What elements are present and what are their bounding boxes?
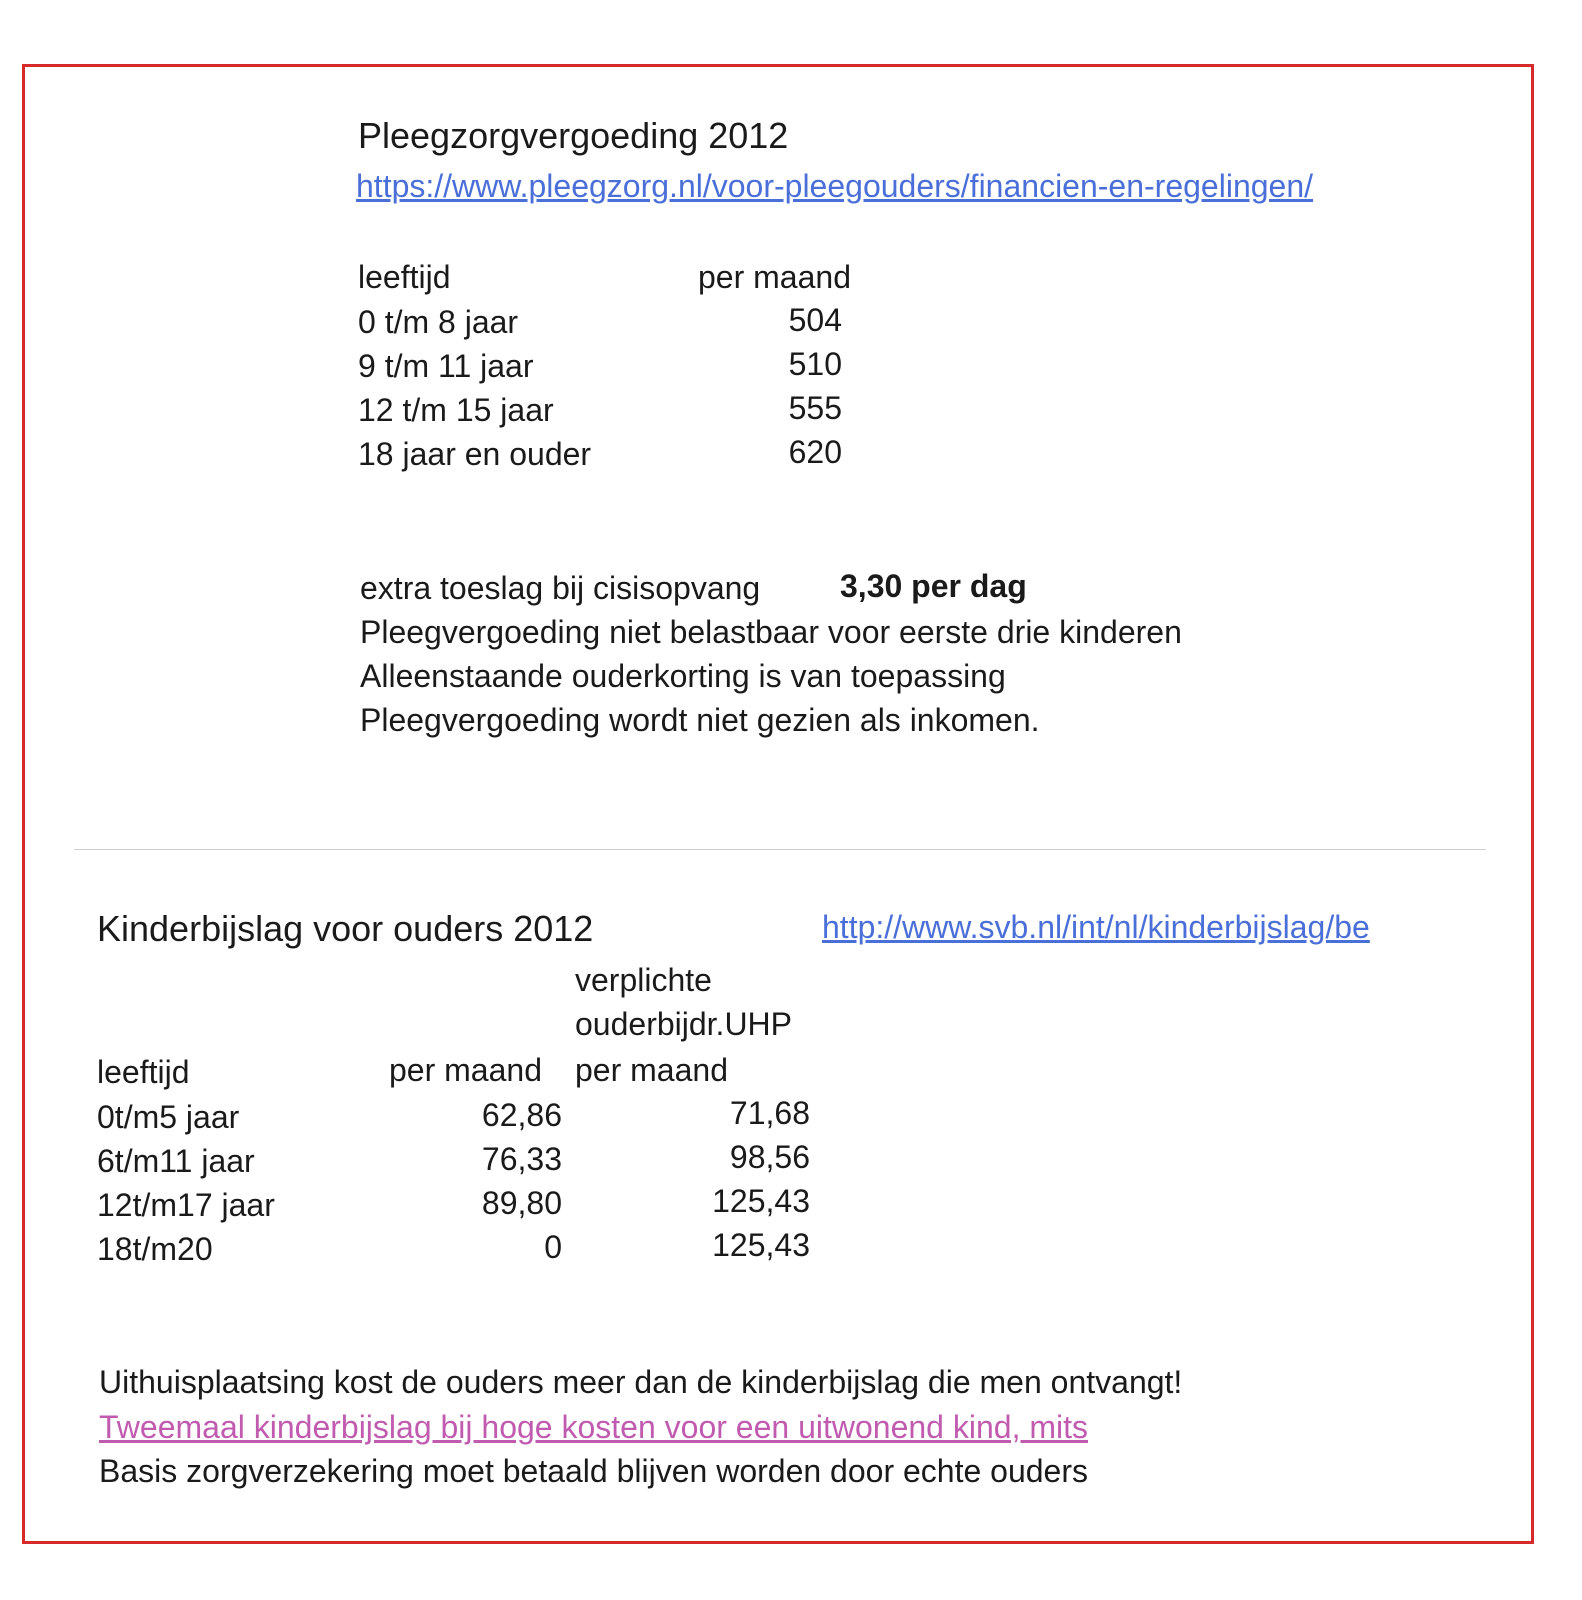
childbenefit-title: Kinderbijslag voor ouders 2012 [97,908,594,949]
childbenefit-row-uhp: 71,68 [729,1095,810,1131]
foster-row-age: 12 t/m 15 jaar [358,392,554,428]
childbenefit-link[interactable]: http://www.svb.nl/int/nl/kinderbijslag/be [822,909,1370,945]
foster-row-amount: 555 [788,390,842,426]
childbenefit-row-age: 0t/m5 jaar [97,1099,240,1135]
childbenefit-col-uhp-line1: verplichte [575,962,712,998]
foster-row-amount: 510 [788,346,842,382]
foster-note: Pleegvergoeding wordt niet gezien als inkomen. [360,702,1040,738]
childbenefit-row-month: 0 [544,1229,562,1265]
foster-row-age: 18 jaar en ouder [358,436,592,472]
childbenefit-link-wrapper [822,909,1432,945]
foster-note: Pleegvergoeding niet belastbaar voor eerste drie kinderen [360,614,1182,650]
foster-title: Pleegzorgvergoeding 2012 [358,115,789,156]
childbenefit-note: Basis zorgverzekering moet betaald blijven worden door echte ouders [99,1453,1088,1489]
foster-col-age: leeftijd [358,259,451,295]
foster-col-month: per maand [698,259,851,295]
childbenefit-col-uhp-line3: per maand [575,1052,728,1088]
foster-note: Alleenstaande ouderkorting is van toepassing [360,658,1006,694]
childbenefit-note-link[interactable]: Tweemaal kinderbijslag bij hoge kosten voor een uitwonend kind, mits [99,1409,1088,1445]
childbenefit-row-age: 18t/m20 [97,1231,213,1267]
childbenefit-row-uhp: 125,43 [712,1183,810,1219]
childbenefit-row-age: 6t/m11 jaar [97,1143,255,1179]
childbenefit-col-uhp-line2: ouderbijdr.UHP [575,1006,792,1042]
childbenefit-note: Uithuisplaatsing kost de ouders meer dan de kinderbijslag die men ontvangt! [99,1364,1183,1400]
foster-row-age: 9 t/m 11 jaar [358,348,534,384]
foster-row-amount: 620 [788,434,842,470]
foster-extra-value: 3,30 per dag [840,568,1027,604]
childbenefit-col-month: per maand [389,1052,542,1088]
childbenefit-row-age: 12t/m17 jaar [97,1187,275,1223]
childbenefit-col-age: leeftijd [97,1054,190,1090]
foster-extra-label: extra toeslag bij cisisopvang [360,570,761,606]
childbenefit-row-uhp: 98,56 [729,1139,810,1175]
childbenefit-row-month: 76,33 [481,1141,562,1177]
section-divider [74,849,1486,850]
foster-row-amount: 504 [788,302,842,338]
foster-link[interactable]: https://www.pleegzorg.nl/voor-pleegouders/financien-en-regelingen/ [356,168,1314,204]
childbenefit-row-month: 89,80 [481,1185,562,1221]
foster-row-age: 0 t/m 8 jaar [358,304,519,340]
childbenefit-row-month: 62,86 [481,1097,562,1133]
childbenefit-row-uhp: 125,43 [712,1227,810,1263]
